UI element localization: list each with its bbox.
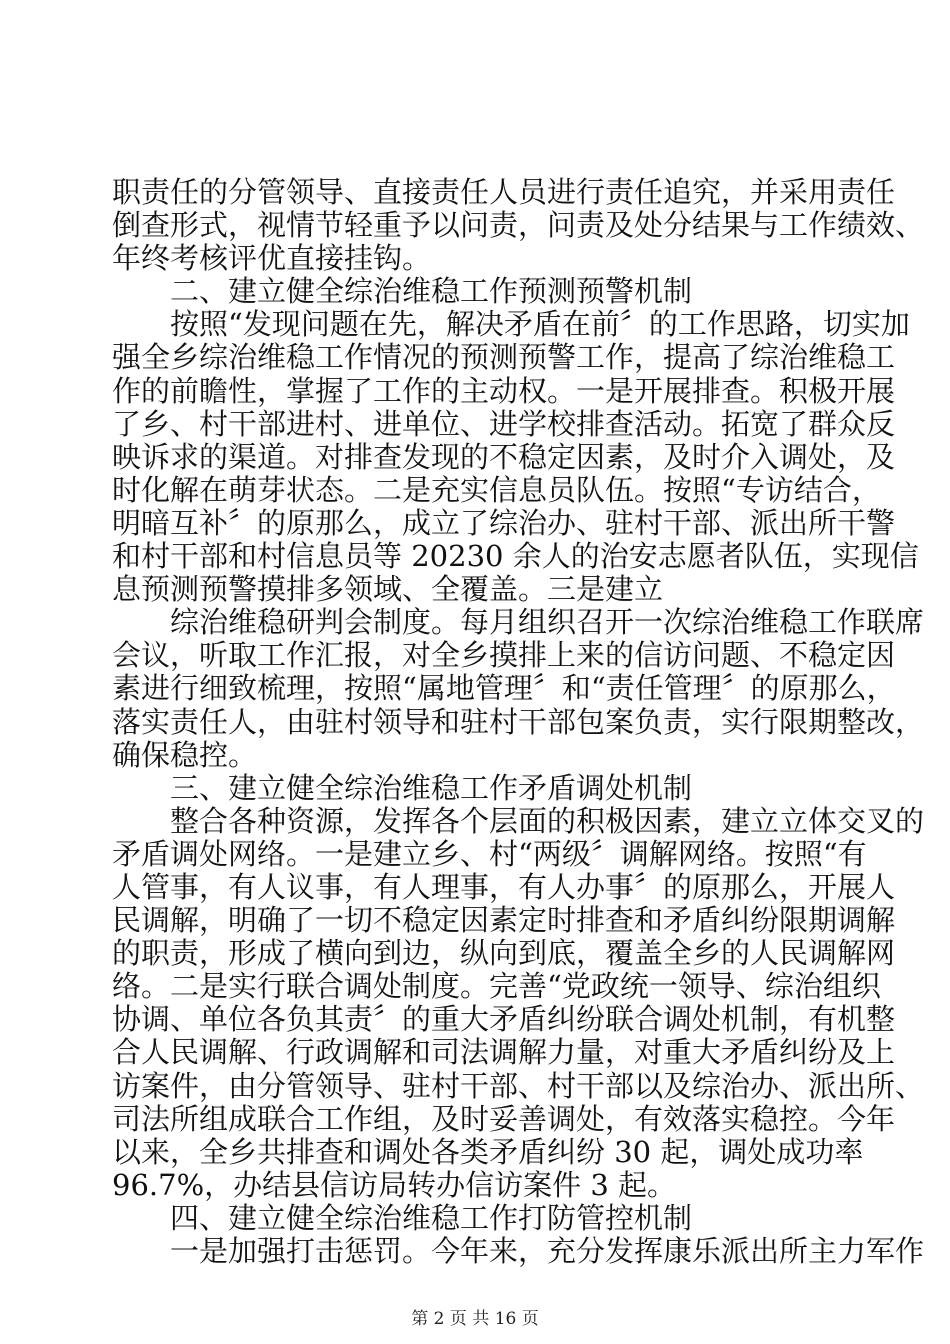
text-line: 映诉求的渠道。对排查发现的不稳定因素，及时介入调处，及 (112, 439, 896, 474)
text-line: 三、建立健全综治维稳工作矛盾调处机制 (170, 770, 693, 805)
text-line: 人管事，有人议事，有人理事，有人办事〞的原那么，开展人 (112, 869, 896, 904)
text-line: 访案件，由分管领导、驻村干部、村干部以及综治办、派出所、 (112, 1068, 925, 1103)
text-line: 的职责，形成了横向到边，纵向到底，覆盖全乡的人民调解网 (112, 936, 896, 971)
text-line: 会议，听取工作汇报，对全乡摸排上来的信访问题、不稳定因 (112, 638, 896, 673)
page-footer: 第 2 页 共 16 页 (411, 1309, 539, 1329)
text-line: 落实责任人，由驻村领导和驻村干部包案负责，实行限期整改， (112, 704, 925, 739)
text-line: 职责任的分管领导、直接责任人员进行责任追究，并采用责任 (112, 175, 896, 209)
text-line: 素进行细致梳理，按照“属地管理〞和“责任管理〞的原那么， (112, 671, 896, 706)
text-line: 司法所组成联合工作组，及时妥善调处，有效落实稳控。今年 (112, 1101, 896, 1136)
text-line: 倒查形式，视情节轻重予以问责，问责及处分结果与工作绩效、 (112, 208, 925, 243)
text-line: 矛盾调处网络。一是建立乡、村“两级〞调解网络。按照“有 (112, 836, 867, 871)
text-line: 了乡、村干部进村、进单位、进学校排查活动。拓宽了群众反 (112, 406, 896, 441)
text-line: 民调解，明确了一切不稳定因素定时排查和矛盾纠纷限期调解 (112, 903, 896, 938)
text-line: 作的前瞻性，掌握了工作的主动权。一是开展排查。积极开展 (112, 373, 896, 408)
text-line: 确保稳控。 (112, 737, 258, 772)
text-line: 一是加强打击惩罚。今年来，充分发挥康乐派出所主力军作 (170, 1234, 925, 1268)
text-line: 按照“发现问题在先，解决矛盾在前〞的工作思路，切实加 (170, 307, 910, 342)
text-line: 时化解在萌芽状态。二是充实信息员队伍。按照“专访结合， (112, 472, 881, 507)
text-line: 96.7%，办结县信访局转办信访案件 3 起。 (112, 1167, 677, 1202)
text-line: 息预测预警摸排多领域、全覆盖。三是建立 (112, 572, 664, 607)
text-line: 整合各种资源，发挥各个层面的积极因素，建立立体交叉的 (170, 803, 925, 838)
text-line: 络。二是实行联合调处制度。完善“党政统一领导、综治组织 (112, 969, 881, 1004)
text-line: 强全乡综治维稳工作情况的预测预警工作，提高了综治维稳工 (112, 340, 896, 375)
text-line: 合人民调解、行政调解和司法调解力量，对重大矛盾纠纷及上 (112, 1035, 896, 1070)
text-line: 二、建立健全综治维稳工作预测预警机制 (170, 274, 693, 309)
text-line: 和村干部和村信息员等 20230 余人的治安志愿者队伍，实现信 (112, 539, 919, 574)
text-line: 以来，全乡共排查和调处各类矛盾纠纷 30 起，调处成功率 (112, 1134, 864, 1169)
text-line: 协调、单位各负其责〞的重大矛盾纠纷联合调处机制，有机整 (112, 1002, 896, 1037)
text-line: 四、建立健全综治维稳工作打防管控机制 (170, 1200, 693, 1235)
text-line: 综治维稳研判会制度。每月组织召开一次综治维稳工作联席 (170, 605, 925, 640)
body-text (112, 175, 925, 1268)
text-line: 明暗互补〞的原那么，成立了综治办、驻村干部、派出所干警 (112, 505, 896, 540)
text-line: 年终考核评优直接挂钩。 (112, 241, 432, 276)
